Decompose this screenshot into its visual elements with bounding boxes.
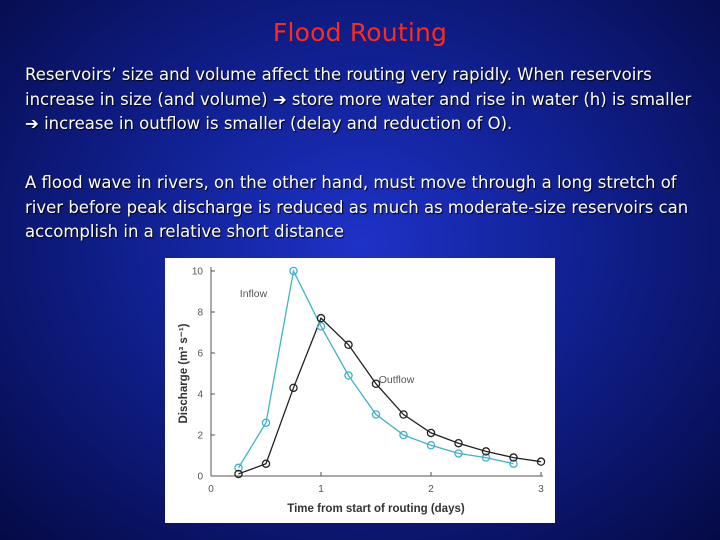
y-tick-label: 6 — [197, 348, 203, 360]
discharge-chart-svg — [165, 258, 555, 523]
series-label-outflow: Outflow — [378, 373, 415, 386]
y-tick-label: 10 — [191, 266, 203, 278]
para1-text-c: increase in outflow is smaller (delay and reduction of O). — [38, 114, 513, 133]
paragraph-reservoirs — [25, 63, 705, 137]
para1-text-b: store more water and rise in water (h) is smaller — [286, 89, 692, 109]
x-tick-label: 1 — [318, 484, 324, 495]
y-tick-label: 0 — [197, 471, 203, 483]
series-label-inflow: Inflow — [239, 288, 268, 300]
right-arrow-icon: ➔ — [272, 89, 287, 109]
y-tick-label: 8 — [197, 307, 203, 319]
para1-text-a: Reservoirs’ size and volume affect the routing very rapidly. When reservoirs increase in size (and volume) — [25, 65, 652, 109]
y-tick-label: 4 — [197, 389, 203, 401]
series-line-outflow — [239, 318, 542, 474]
x-axis-title: Time from start of routing (days) — [287, 503, 465, 515]
x-tick-label: 2 — [428, 484, 434, 495]
discharge-chart — [165, 258, 555, 523]
paragraph-flood-wave: A flood wave in rivers, on the other hand, must move through a long stretch of river before peak discharge is reduced as much as moderate-size reservoirs can accomplish in a relative short distance — [25, 173, 689, 241]
y-tick-label: 2 — [197, 430, 203, 442]
right-arrow-icon: ➔ — [25, 114, 39, 133]
slide-title: Flood Routing — [272, 18, 448, 47]
x-tick-label: 3 — [538, 484, 544, 495]
y-axis-title: Discharge (m³ s⁻¹) — [178, 323, 190, 424]
x-tick-label: 0 — [208, 484, 214, 495]
series-line-inflow — [239, 271, 514, 468]
